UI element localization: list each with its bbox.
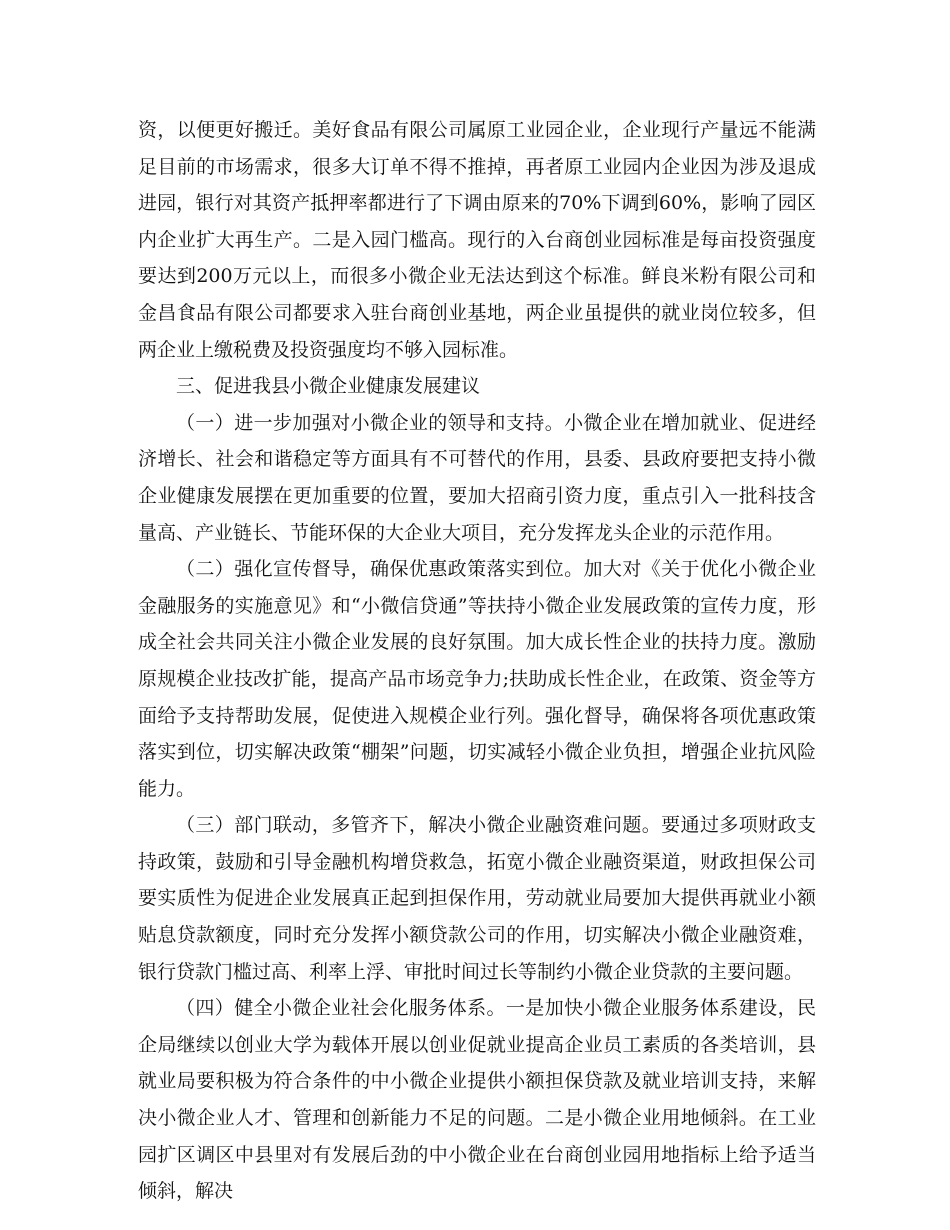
paragraph-continued: 资，以便更好搬迁。美好食品有限公司属原工业园企业，企业现行产量远不能满足目前的市场需求，很多大订单不得不推掉，再者原工业园内企业因为涉及退成进园，银行对其资产抵押率都进行了下调由原来的70%下调到60%，影响了园区内企业扩大再生产。二是入园门槛高。现行的入台商创业园标准是每亩投资强度要达到200万元以上，而很多小微企业无法达到这个标准。鲜良米粉有限公司和金昌食品有限公司都要求入驻台商创业基地，两企业虽提供的就业岗位较多，但两企业上缴税费及投资强度均不够入园标准。 xyxy=(138,119,816,361)
paragraph-4: （四）健全小微企业社会化服务体系。一是加快小微企业服务体系建设，民企局继续以创业大学为载体开展以创业促就业提高企业员工素质的各类培训，县就业局要积极为符合条件的中小微企业提供小额担保贷款及就业培训支持，来解决小微企业人才、管理和创新能力不足的问题。二是小微企业用地倾斜。在工业园扩区调区中县里对有发展后劲的中小微企业在台商创业园用地指标上给予适当倾斜，解决 xyxy=(138,997,816,1203)
section-heading: 三、促进我县小微企业健康发展建议 xyxy=(176,375,481,398)
paragraph-2: （二）强化宣传督导，确保优惠政策落实到位。加大对《关于优化小微企业金融服务的实施意见》和“小微信贷通”等扶持小微企业发展政策的宣传力度，形成全社会共同关注小微企业发展的良好氛围。加大成长性企业的扶持力度。激励原规模企业技改扩能，提高产品市场竞争力;扶助成长性企业，在政策、资金等方面给予支持帮助发展，促使进入规模企业行列。强化督导，确保将各项优惠政策落实到位，切实解决政策“棚架”问题，切实减轻小微企业负担，增强企业抗风险能力。 xyxy=(138,558,816,800)
paragraph-3: （三）部门联动，多管齐下，解决小微企业融资难问题。要通过多项财政支持政策，鼓励和引导金融机构增贷救急，拓宽小微企业融资渠道，财政担保公司要实质性为促进企业发展真正起到担保作用，劳动就业局要加大提供再就业小额贴息贷款额度，同时充分发挥小额贷款公司的作用，切实解决小微企业融资难，银行贷款门槛过高、利率上浮、审批时间过长等制约小微企业贷款的主要问题。 xyxy=(138,814,816,983)
document-body xyxy=(138,112,816,1210)
paragraph-1: （一）进一步加强对小微企业的领导和支持。小微企业在增加就业、促进经济增长、社会和谐稳定等方面具有不可替代的作用，县委、县政府要把支持小微企业健康发展摆在更加重要的位置，要加大招商引资力度，重点引入一批科技含量高、产业链长、节能环保的大企业大项目，充分发挥龙头企业的示范作用。 xyxy=(138,411,816,544)
